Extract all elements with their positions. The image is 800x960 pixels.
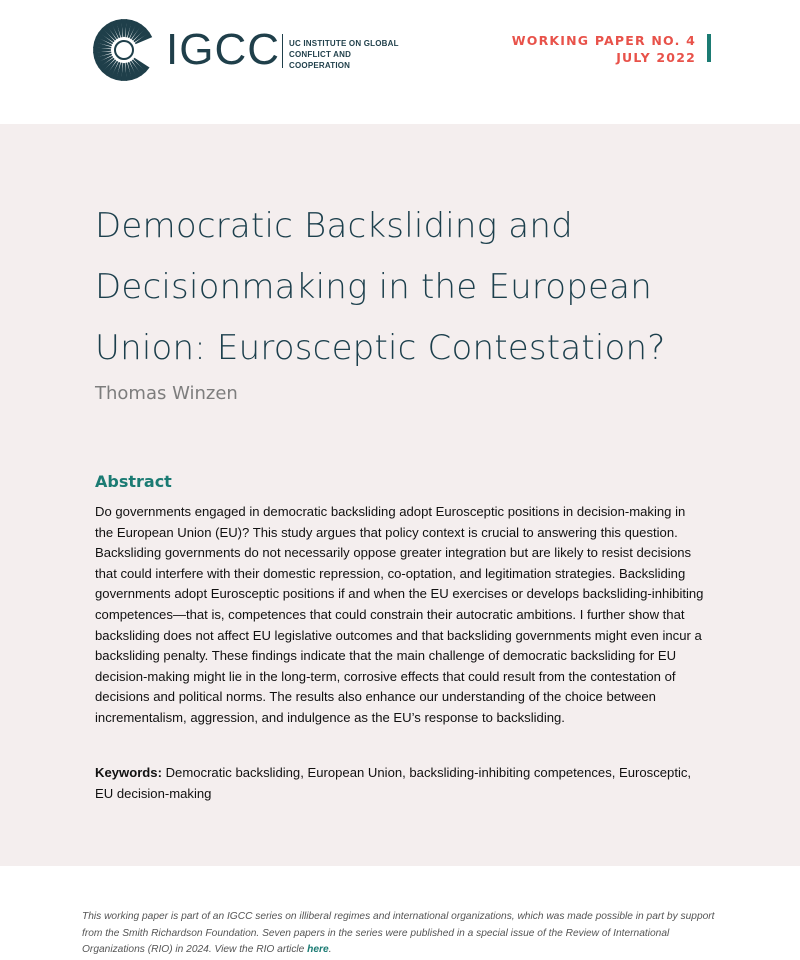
meta-accent-bar xyxy=(707,34,711,62)
series-footnote xyxy=(82,909,722,959)
author-name: Thomas Winzen xyxy=(95,383,238,404)
page-header xyxy=(0,0,800,124)
title-line-1: Democratic Backsliding and xyxy=(95,206,573,246)
igcc-sunburst-logo-icon xyxy=(92,18,156,82)
keywords-text: Democratic backsliding, European Union, backsliding-inhibiting competences, Eurosceptic, EU decision-making xyxy=(95,765,692,801)
logo-tagline-line2: CONFLICT AND COOPERATION xyxy=(289,50,352,70)
rio-article-link[interactable]: here xyxy=(307,944,329,955)
logo-tagline-line1: UC INSTITUTE ON GLOBAL xyxy=(289,39,399,48)
keywords-label: Keywords: xyxy=(95,765,162,780)
title-line-3: Union: Eurosceptic Contestation? xyxy=(95,328,666,368)
paper-meta xyxy=(512,32,696,66)
paper-title xyxy=(95,196,735,379)
footnote-journal: Review of International Organizations xyxy=(82,927,670,955)
igcc-logo[interactable] xyxy=(92,18,412,84)
title-line-2: Decisionmaking in the European xyxy=(95,267,652,307)
paper-date: JULY 2022 xyxy=(616,50,696,65)
abstract-heading: Abstract xyxy=(95,472,172,491)
series-label: WORKING PAPER NO. 4 xyxy=(511,33,696,48)
logo-wordmark: IGCC xyxy=(166,25,280,74)
logo-ring xyxy=(115,41,133,59)
logo-divider xyxy=(282,34,283,68)
footnote-part1: This working paper is part of an IGCC series on illiberal regimes and international organizations, which was made possible in part by support from the Smith Richardson Foundation. Seven papers in the series were published in a special issue of the xyxy=(82,911,715,939)
footnote-part2: (RIO) in 2024. View the RIO article xyxy=(144,944,308,955)
keywords xyxy=(95,763,707,804)
footnote-end: . xyxy=(328,944,332,955)
logo-tagline xyxy=(289,38,412,71)
abstract-body: Do governments engaged in democratic backsliding adopt Eurosceptic positions in decision-making in the European Union (EU)? This study argues that policy context is crucial to answering this question. Backsliding governments do not necessarily oppose greater integration but are likely to resist decisions that could interfere with their domestic repression, co-optation, and legitimation strategies. Backsliding governments adopt Eurosceptic positions if and when the EU exercises or develops backsliding-inhibiting competences—that is, competences that could constrain their autocratic ambitions. I further show that backsliding does not affect EU legislative outcomes and that backsliding governments might even incur a backsliding penalty. These findings indicate that the main challenge of democratic backsliding for EU decision-making might lie in the long-term, corrosive effects that could result from the contestation of decisions and political norms. The results also enhance our understanding of the choice between incrementalism, aggression, and indulgence as the EU’s response to backsliding. xyxy=(95,504,704,725)
